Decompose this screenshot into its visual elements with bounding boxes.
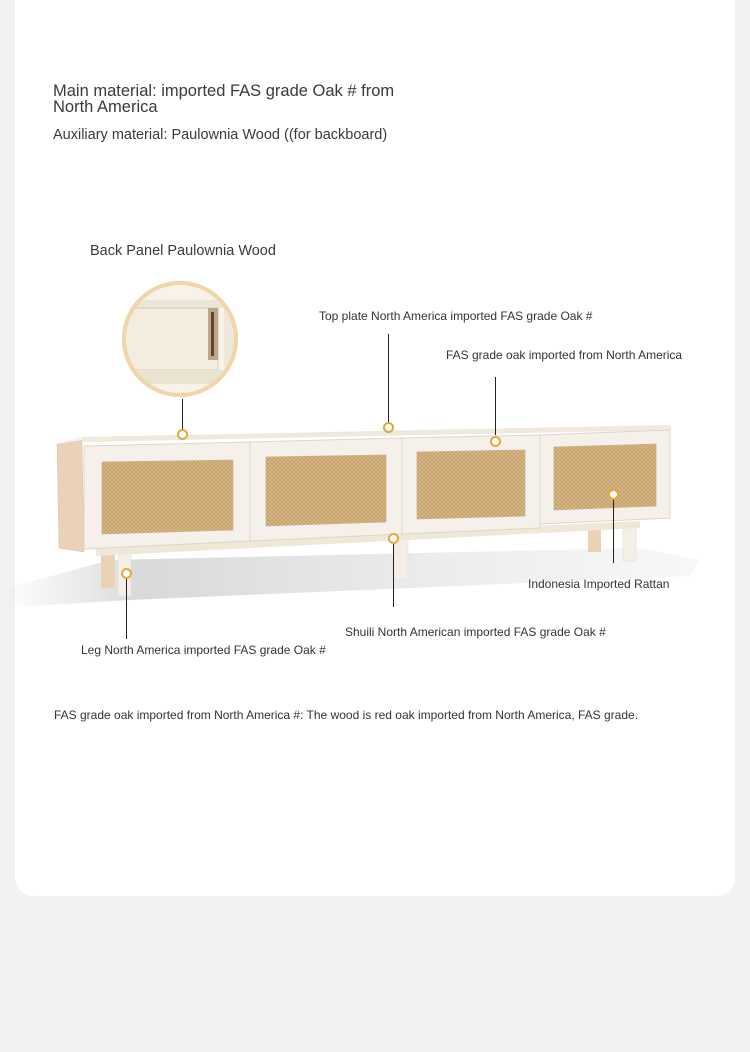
leader-fas-oak [495,377,496,435]
leader-shuili [393,543,394,607]
fas-oak-footnote: FAS grade oak imported from North America #: The wood is red oak imported from North America, FAS grade. [54,708,639,722]
leg-middle [394,538,408,580]
leader-back-panel [182,399,183,429]
door-3 [402,435,540,534]
leader-top-plate [388,334,389,422]
leg-label: Leg North America imported FAS grade Oak # [81,643,326,657]
hotspot-back-panel [177,429,188,440]
shuili-label: Shuili North American imported FAS grade Oak # [345,625,606,639]
door-1 [84,442,250,549]
leader-rattan [613,499,614,563]
door-2 [250,438,402,541]
hotspot-leg [121,568,132,579]
hotspot-fas-oak [490,436,501,447]
back-panel-detail [120,280,240,400]
hotspot-rattan [608,489,619,500]
auxiliary-material-text: Auxiliary material: Paulownia Wood ((for backboard) [53,127,388,143]
top-plate-label: Top plate North America imported FAS grade Oak # [319,309,593,323]
leader-leg [126,578,127,639]
rattan-label: Indonesia Imported Rattan [528,577,670,591]
hotspot-top-plate [383,422,394,433]
hotspot-shuili [388,533,399,544]
back-panel-label: Back Panel Paulownia Wood [90,243,276,259]
fas-oak-label: FAS grade oak imported from North America [446,348,683,362]
door-4 [540,430,670,524]
main-material-text: Main material: imported FAS grade Oak # from North America [53,82,395,116]
